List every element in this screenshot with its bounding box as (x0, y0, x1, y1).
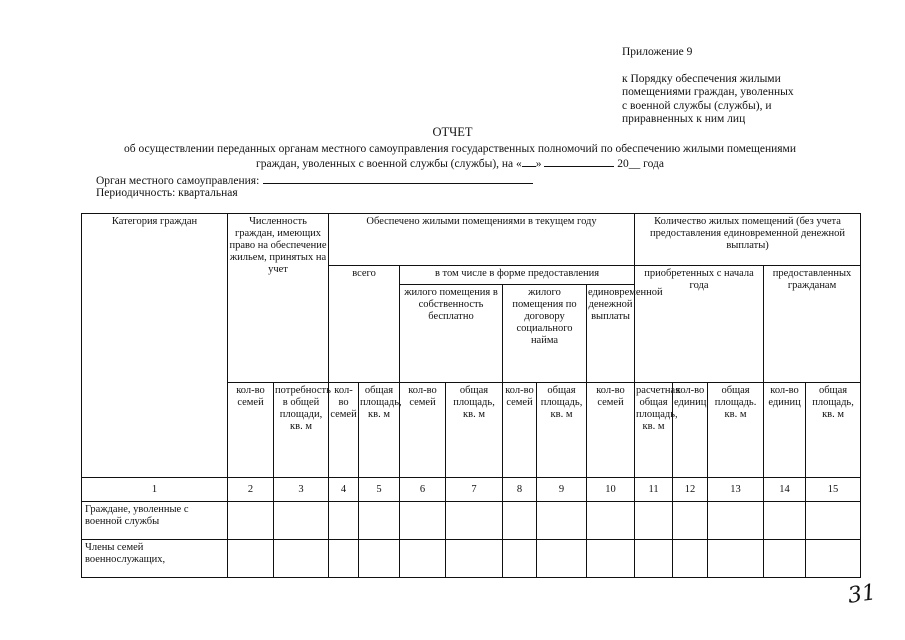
subheader: кол-во семей (329, 383, 359, 478)
subheader: кол-во семей (228, 383, 274, 478)
report-title: ОТЧЕТ (432, 125, 473, 139)
header-given: предоставленных гражданам (764, 266, 861, 383)
data-cell[interactable] (537, 540, 587, 578)
report-subtitle (100, 142, 820, 171)
column-number: 6 (400, 478, 446, 502)
header-purchased: приобретенных с начала года (635, 266, 764, 383)
subheader: общая площадь, кв. м (806, 383, 861, 478)
subheader: потребность в общей площади, кв. м (274, 383, 329, 478)
subtitle-suffix: 20__ года (614, 158, 664, 170)
header-lump: единовременной денежной выплаты (587, 285, 635, 383)
header-total: всего (329, 266, 400, 383)
data-cell[interactable] (806, 540, 861, 578)
data-cell[interactable] (806, 502, 861, 540)
column-number: 5 (359, 478, 400, 502)
data-cell[interactable] (329, 540, 359, 578)
column-number: 12 (673, 478, 708, 502)
subheader: кол-во единиц (673, 383, 708, 478)
appendix-title: Приложение 9 (622, 46, 693, 58)
org-label: Орган местного самоуправления: (96, 175, 260, 187)
data-cell[interactable] (764, 540, 806, 578)
appendix-line: приравненных к ним лиц (622, 113, 746, 125)
subheader: общая площадь, кв. м (359, 383, 400, 478)
appendix-line: с военной службы (службы), и (622, 99, 772, 112)
appendix-block (622, 46, 892, 127)
data-cell[interactable] (274, 502, 329, 540)
data-cell[interactable] (400, 540, 446, 578)
table-row (82, 540, 861, 578)
data-cell[interactable] (587, 502, 635, 540)
data-cell[interactable] (673, 502, 708, 540)
subtitle-line-1: об осуществлении переданных органам местного самоуправления государственных полномочий по обеспечению жилыми помещениями (124, 143, 796, 155)
data-cell[interactable] (635, 502, 673, 540)
periodicity: Периодичность: квартальная (96, 187, 238, 199)
header-including: в том числе в форме предоставления (400, 266, 635, 285)
day-blank (522, 156, 536, 167)
data-cell[interactable] (673, 540, 708, 578)
data-cell[interactable] (587, 540, 635, 578)
subtitle-prefix: граждан, уволенных с военной службы (службы), на « (256, 158, 522, 170)
data-cell[interactable] (708, 502, 764, 540)
subheader: кол-во семей (587, 383, 635, 478)
column-number: 14 (764, 478, 806, 502)
appendix-line: помещениями граждан, уволенных (622, 86, 794, 98)
column-number: 7 (446, 478, 503, 502)
subheader: кол-во единиц (764, 383, 806, 478)
header-provided: Обеспечено жилыми помещениями в текущем году (329, 214, 635, 266)
data-cell[interactable] (446, 502, 503, 540)
column-number: 8 (503, 478, 537, 502)
column-number: 3 (274, 478, 329, 502)
appendix-line: к Порядку обеспечения жилыми (622, 72, 781, 85)
row-label: Члены семей военнослужащих, (82, 540, 228, 578)
data-cell[interactable] (359, 502, 400, 540)
data-cell[interactable] (503, 540, 537, 578)
row-label: Граждане, уволенные с военной службы (82, 502, 228, 540)
header-quantity: Количество жилых помещений (без учета предоставления единовременной денежной выплаты) (635, 214, 861, 266)
subtitle-line-2 (100, 156, 820, 171)
report-table (81, 213, 861, 578)
header-own-free: жилого помещения в собственность бесплатно (400, 285, 503, 383)
column-number: 2 (228, 478, 274, 502)
table-row (82, 502, 861, 540)
subheader: общая площадь, кв. м (537, 383, 587, 478)
data-cell[interactable] (537, 502, 587, 540)
data-cell[interactable] (446, 540, 503, 578)
column-number: 10 (587, 478, 635, 502)
data-cell[interactable] (764, 502, 806, 540)
column-number: 15 (806, 478, 861, 502)
subtitle-mid: » (535, 158, 542, 170)
data-cell[interactable] (329, 502, 359, 540)
data-cell[interactable] (228, 502, 274, 540)
header-category: Категория граждан (82, 214, 228, 478)
subheader: кол-во семей (503, 383, 537, 478)
header-count: Численность граждан, имеющих право на обеспечение жильем, принятых на учет (228, 214, 329, 383)
subheader: расчетная общая площадь, кв. м (635, 383, 673, 478)
data-cell[interactable] (400, 502, 446, 540)
data-cell[interactable] (228, 540, 274, 578)
subheader: кол-во семей (400, 383, 446, 478)
column-number: 9 (537, 478, 587, 502)
column-number: 11 (635, 478, 673, 502)
column-number: 13 (708, 478, 764, 502)
data-cell[interactable] (503, 502, 537, 540)
header-social: жилого помещения по договору социального найма (503, 285, 587, 383)
month-blank (544, 156, 614, 167)
subheader: общая площадь. кв. м (708, 383, 764, 478)
column-number: 1 (82, 478, 228, 502)
column-number: 4 (329, 478, 359, 502)
data-cell[interactable] (635, 540, 673, 578)
data-cell[interactable] (359, 540, 400, 578)
subheader: общая площадь, кв. м (446, 383, 503, 478)
org-blank (263, 172, 533, 184)
page-number: 31 (846, 580, 878, 609)
data-cell[interactable] (708, 540, 764, 578)
data-cell[interactable] (274, 540, 329, 578)
